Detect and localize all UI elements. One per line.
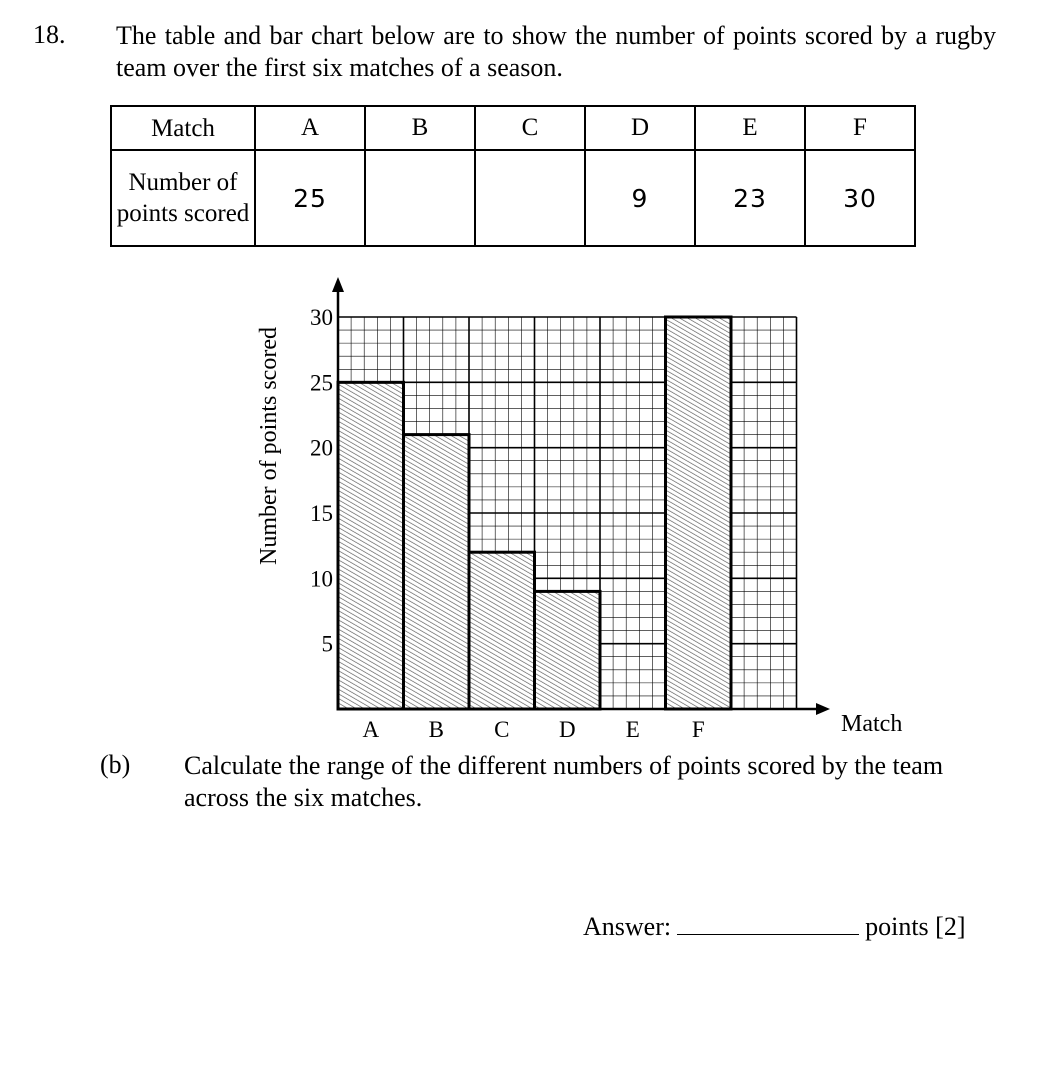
x-tick-label: B bbox=[428, 717, 444, 742]
bar-c bbox=[469, 552, 535, 709]
y-tick-label: 20 bbox=[310, 435, 333, 461]
bar-b bbox=[404, 435, 470, 709]
y-tick-label: 5 bbox=[321, 631, 333, 657]
table-cell-match: A bbox=[255, 106, 365, 150]
answer-line[interactable] bbox=[677, 908, 859, 935]
part-question-text: Calculate the range of the different numbers of points scored by the team across the six matches. bbox=[184, 751, 944, 812]
x-axis-arrow bbox=[816, 703, 830, 715]
y-tick-label: 25 bbox=[310, 370, 333, 396]
y-tick-label: 30 bbox=[310, 305, 333, 330]
x-tick-label: F bbox=[691, 717, 705, 742]
question-text: The table and bar chart below are to show the number of points scored by a rugby team over the first six matches of a season. bbox=[116, 21, 996, 82]
table-header-match: Match bbox=[111, 106, 255, 150]
table-cell-points[interactable]: 30 bbox=[805, 150, 915, 246]
bar-f bbox=[666, 317, 732, 709]
x-axis-label: Match bbox=[841, 711, 903, 737]
table-cell-match: B bbox=[365, 106, 475, 150]
answer-unit: points [2] bbox=[865, 912, 966, 941]
table-cell-points[interactable]: 25 bbox=[255, 150, 365, 246]
x-tick-label: E bbox=[625, 717, 640, 742]
x-tick-label: A bbox=[362, 717, 380, 742]
y-axis-label: Number of points scored bbox=[256, 327, 282, 565]
table-header-points: Number of points scored bbox=[111, 150, 255, 246]
y-tick-label: 15 bbox=[310, 501, 333, 526]
answer-label: Answer: bbox=[583, 912, 672, 941]
bar-d bbox=[535, 591, 601, 709]
table-cell-match: D bbox=[585, 106, 695, 150]
x-tick-label: D bbox=[558, 717, 576, 742]
answer-area bbox=[583, 908, 965, 942]
y-tick-label: 10 bbox=[310, 566, 333, 592]
y-axis-arrow bbox=[332, 277, 344, 292]
table-cell-points[interactable]: 23 bbox=[695, 150, 805, 246]
x-tick-label: C bbox=[494, 717, 510, 742]
table-cell-match: E bbox=[695, 106, 805, 150]
part-label: (b) bbox=[100, 750, 131, 779]
bar-a bbox=[338, 382, 404, 709]
table-cell-match: C bbox=[475, 106, 585, 150]
question-number: 18. bbox=[33, 20, 66, 49]
table-cell-points[interactable]: 9 bbox=[585, 150, 695, 246]
table-cell-match: F bbox=[805, 106, 915, 150]
